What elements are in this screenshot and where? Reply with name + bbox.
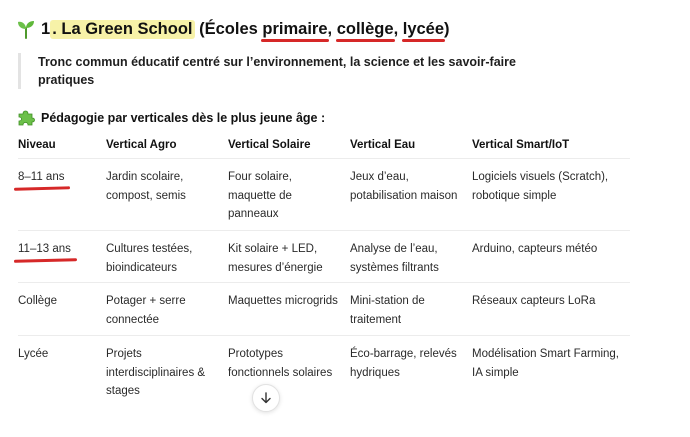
cell-niveau: Collège — [18, 295, 57, 307]
cell-iot: Arduino, capteurs météo — [472, 243, 598, 255]
heading-close-paren: ) — [444, 19, 450, 38]
header-vertical-eau: Vertical Eau — [350, 138, 416, 151]
cell-eau: Mini-station de traitement — [350, 295, 425, 326]
heading-dot: . — [52, 19, 57, 38]
cell-agro: Jardin scolaire, compost, semis — [106, 171, 186, 202]
cell-solaire: Prototypes fonctionnels solaires — [228, 348, 333, 379]
cell-eau: Éco-barrage, relevés hydriques — [350, 348, 457, 379]
cell-niveau: Lycée — [18, 348, 49, 360]
cell-iot: Réseaux capteurs LoRa — [472, 295, 596, 307]
section-heading — [17, 16, 450, 42]
blockquote-text: Tronc commun éducatif centré sur l’environnement, la science et les savoir-faire pratiques — [38, 55, 516, 87]
scroll-down-button[interactable] — [252, 384, 280, 412]
cell-iot: Logiciels visuels (Scratch), robotique simple — [472, 171, 609, 202]
cell-agro: Potager + serre connectée — [106, 295, 186, 326]
cell-agro: Projets interdisciplinaires & stages — [106, 348, 206, 397]
heading-comma-2: , — [393, 19, 399, 38]
cell-eau: Jeux d’eau, potabilisation maison — [350, 171, 458, 202]
heading-primaire: primaire — [262, 19, 328, 38]
heading-number: 1 — [41, 19, 51, 38]
age-8-11: 8–11 ans — [18, 168, 64, 187]
heading-college: collège — [336, 19, 394, 38]
subheading — [17, 108, 325, 128]
subheading-text: Pédagogie par verticales dès le plus jeune âge : — [41, 111, 326, 125]
heading-ecoles: Écoles — [204, 19, 258, 38]
header-vertical-smart-iot: Vertical Smart/IoT — [472, 138, 570, 151]
cell-eau: Analyse de l’eau, systèmes filtrants — [350, 243, 439, 274]
school-name: La Green School — [61, 19, 193, 38]
heading-open-paren: ( — [199, 19, 205, 38]
table-row — [18, 336, 630, 396]
age-11-13: 11–13 ans — [18, 240, 71, 259]
cell-agro: Cultures testées, bioindicateurs — [106, 243, 193, 274]
cell-niveau — [18, 168, 106, 224]
cell-iot: Modélisation Smart Farming, IA simple — [472, 348, 619, 379]
sprout-icon — [17, 19, 35, 39]
table-row — [18, 159, 630, 231]
table-row — [18, 283, 630, 336]
cell-solaire: Kit solaire + LED, mesures d’énergie — [228, 243, 323, 274]
header-niveau: Niveau — [18, 138, 56, 151]
arrow-down-icon — [260, 392, 272, 404]
table-header-row — [18, 132, 630, 159]
verticals-table — [18, 132, 630, 396]
header-vertical-solaire: Vertical Solaire — [228, 138, 311, 151]
cell-solaire: Maquettes microgrids — [228, 295, 338, 307]
header-vertical-agro: Vertical Agro — [106, 138, 177, 151]
heading-comma-1: , — [327, 19, 333, 38]
table-row — [18, 231, 630, 283]
blockquote — [18, 53, 538, 89]
puzzle-icon — [17, 109, 35, 127]
heading-lycee: lycée — [402, 19, 445, 38]
cell-solaire: Four solaire, maquette de panneaux — [228, 171, 292, 220]
cell-niveau — [18, 240, 106, 277]
school-name-highlight — [50, 20, 194, 39]
